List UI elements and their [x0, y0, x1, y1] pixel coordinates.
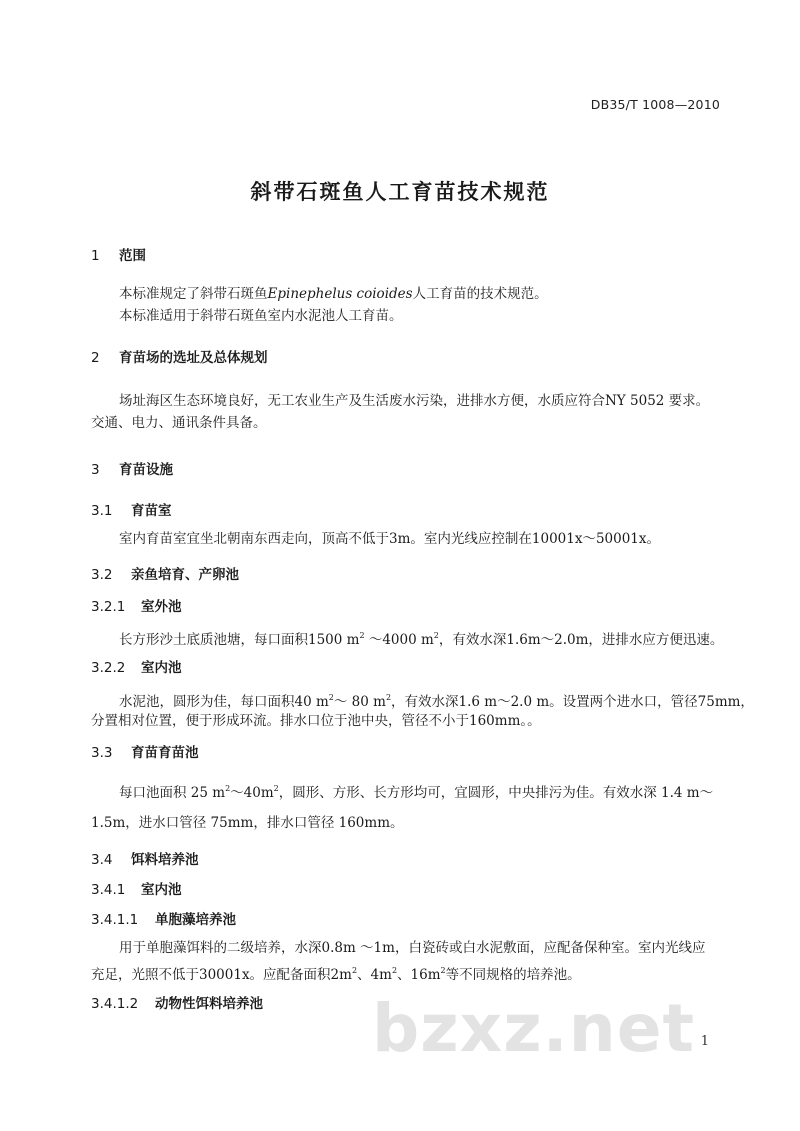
paragraph: 用于单胞藻饵料的二级培养，水深0.8m ～1m，白瓷砖或白水泥敷面，应配备保种室。室内光线应: [119, 940, 706, 956]
paragraph: 室内育苗室宜坐北朝南东西走向，顶高不低于3m。室内光线应控制在10001x～50001x。: [119, 531, 661, 547]
paragraph: 水泥池，圆形为佳，每口面积40 $m^2\sim$ 80 $m^2$，有效水深1.6 m～2.0 m。设置两个进水口，管径75mm，: [119, 693, 754, 710]
paragraph: 本标准适用于斜带石斑鱼室内水泥池人工育苗。: [119, 308, 403, 324]
paragraph: 交通、电力、通讯条件具备。: [91, 415, 267, 431]
paragraph: 分置相对位置，便于形成环流。排水口位于池中央，管径不小于160mm。。: [91, 713, 541, 729]
section-heading-3: 3 育苗设施: [91, 462, 173, 478]
section-heading-3-2-2: 3.2.2 室内池: [91, 660, 182, 676]
section-heading-2: 2 育苗场的选址及总体规划: [91, 350, 268, 366]
paragraph: 场址海区生态环境良好，无工农业生产及生活废水污染，进排水方便，水质应符合NY 5052 要求。: [119, 393, 710, 409]
watermark: bzxz.net: [372, 990, 696, 1067]
section-heading-3-2-1: 3.2.1 室外池: [91, 599, 182, 615]
section-heading-3-4-1-2: 3.4.1.2 动物性饵料培养池: [91, 996, 263, 1012]
section-heading-3-4: 3.4 饵料培养池: [91, 852, 199, 868]
section-heading-3-4-1-1: 3.4.1.1 单胞藻培养池: [91, 912, 236, 928]
paragraph: 长方形沙土底质池塘，每口面积1500 $m^2$ ～4000 $m^2$，有效水深1.6m～2.0m，进排水应方便迅速。: [119, 631, 724, 648]
section-heading-3-2: 3.2 亲鱼培育、产卵池: [91, 567, 239, 583]
paragraph: 本标准规定了斜带石斑鱼Epinephelus coioides人工育苗的技术规范。: [119, 286, 548, 302]
section-heading-3-1: 3.1 育苗室: [91, 503, 172, 519]
section-heading-1: 1 范围: [91, 248, 146, 264]
section-heading-3-3: 3.3 育苗育苗池: [91, 745, 199, 761]
paragraph: 1.5m，进水口管径 75mm，排水口管径 160mm。: [91, 815, 404, 831]
standard-code: DB35/T 1008—2010: [590, 97, 720, 112]
paragraph: 每口池面积 25 $m^2\sim 40m^2$，圆形、方形、长方形均可，宜圆形，中央排污为佳。有效水深 1.4 m～: [119, 784, 714, 801]
document-title: 斜带石斑鱼人工育苗技术规范: [250, 180, 550, 204]
paragraph: 充足，光照不低于30001x。应配备面积$2m^2$、$4m^2$、$16m^2$等不同规格的培养池。: [91, 966, 581, 983]
section-heading-3-4-1: 3.4.1 室内池: [91, 882, 182, 898]
page-number: 1: [700, 1034, 709, 1049]
